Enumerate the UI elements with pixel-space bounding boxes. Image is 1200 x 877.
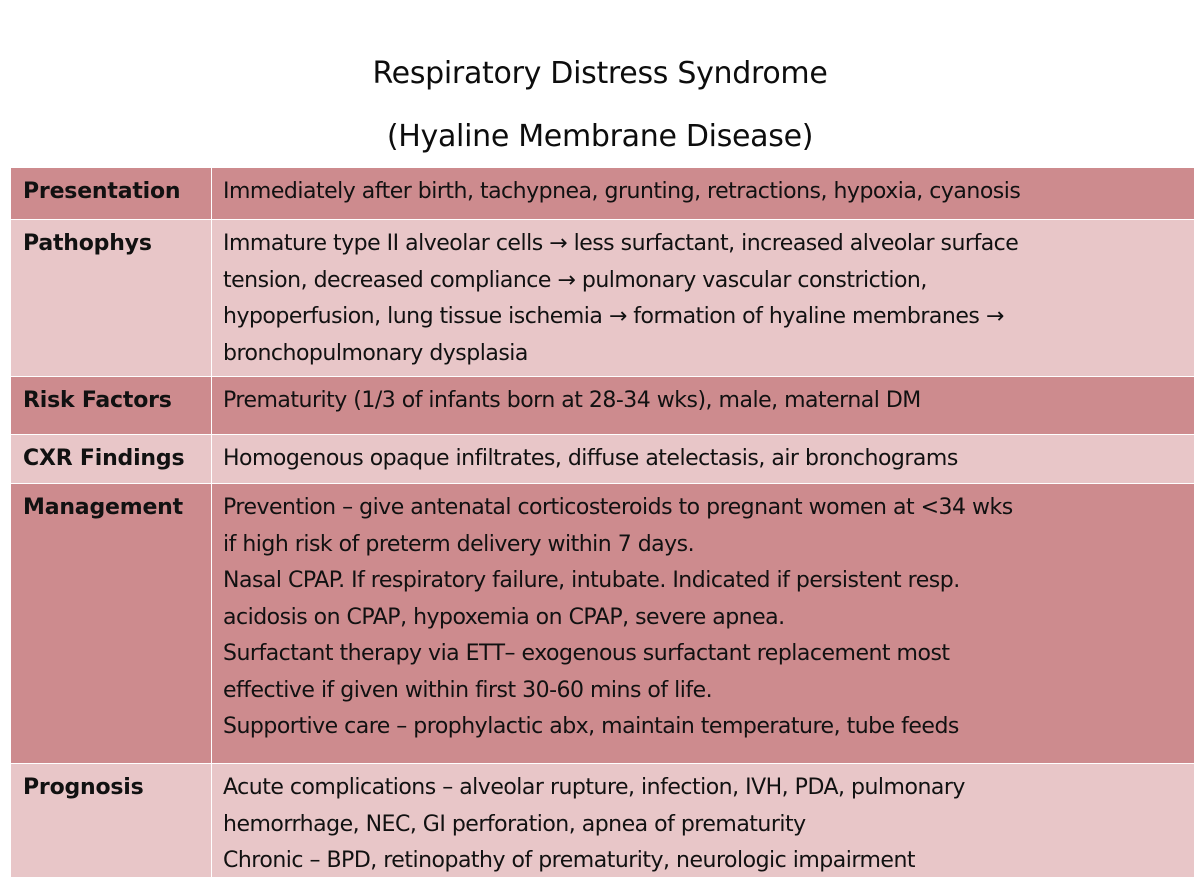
content-line: Prevention – give antenatal corticosteroids to pregnant women at <34 wks	[223, 490, 1184, 527]
rds-table-container	[10, 167, 1194, 877]
row-label-risk-factors: Risk Factors	[11, 377, 212, 435]
row-label-presentation: Presentation	[11, 168, 212, 220]
content-line: Immature type II alveolar cells → less surfactant, increased alveolar surface	[223, 226, 1184, 263]
table-row-risk-factors	[11, 377, 1195, 435]
content-line: Homogenous opaque infiltrates, diffuse atelectasis, air bronchograms	[223, 441, 1184, 478]
content-line: bronchopulmonary dysplasia	[223, 336, 1184, 373]
content-line: Supportive care – prophylactic abx, maintain temperature, tube feeds	[223, 709, 1184, 746]
table-row-cxr-findings	[11, 435, 1195, 484]
table-row-presentation	[11, 168, 1195, 220]
slide-title	[0, 42, 1200, 168]
row-content-pathophys	[212, 220, 1195, 377]
row-content-risk-factors	[212, 377, 1195, 435]
row-label-management: Management	[11, 484, 212, 764]
table-row-management	[11, 484, 1195, 764]
content-line: Prematurity (1/3 of infants born at 28-34 wks), male, maternal DM	[223, 383, 1184, 420]
content-line: hypoperfusion, lung tissue ischemia → formation of hyaline membranes →	[223, 299, 1184, 336]
content-line: acidosis on CPAP, hypoxemia on CPAP, severe apnea.	[223, 600, 1184, 637]
content-line: Chronic – BPD, retinopathy of prematurity, neurologic impairment	[223, 843, 1184, 877]
row-content-cxr-findings	[212, 435, 1195, 484]
row-content-presentation	[212, 168, 1195, 220]
content-line: Immediately after birth, tachypnea, grunting, retractions, hypoxia, cyanosis	[223, 174, 1184, 211]
row-content-prognosis	[212, 764, 1195, 877]
table-row-pathophys	[11, 220, 1195, 377]
content-line: effective if given within first 30-60 mins of life.	[223, 673, 1184, 710]
title-line-2: (Hyaline Membrane Disease)	[0, 105, 1200, 168]
content-line: Acute complications – alveolar rupture, infection, IVH, PDA, pulmonary	[223, 770, 1184, 807]
row-label-prognosis: Prognosis	[11, 764, 212, 877]
rds-summary-table	[10, 167, 1194, 877]
content-line: hemorrhage, NEC, GI perforation, apnea of prematurity	[223, 807, 1184, 844]
row-content-management	[212, 484, 1195, 764]
row-label-pathophys: Pathophys	[11, 220, 212, 377]
content-line: Surfactant therapy via ETT– exogenous surfactant replacement most	[223, 636, 1184, 673]
title-line-1: Respiratory Distress Syndrome	[0, 42, 1200, 105]
table-row-prognosis	[11, 764, 1195, 877]
row-label-cxr-findings: CXR Findings	[11, 435, 212, 484]
content-line: tension, decreased compliance → pulmonary vascular constriction,	[223, 263, 1184, 300]
content-line: Nasal CPAP. If respiratory failure, intubate. Indicated if persistent resp.	[223, 563, 1184, 600]
content-line: if high risk of preterm delivery within 7 days.	[223, 527, 1184, 564]
